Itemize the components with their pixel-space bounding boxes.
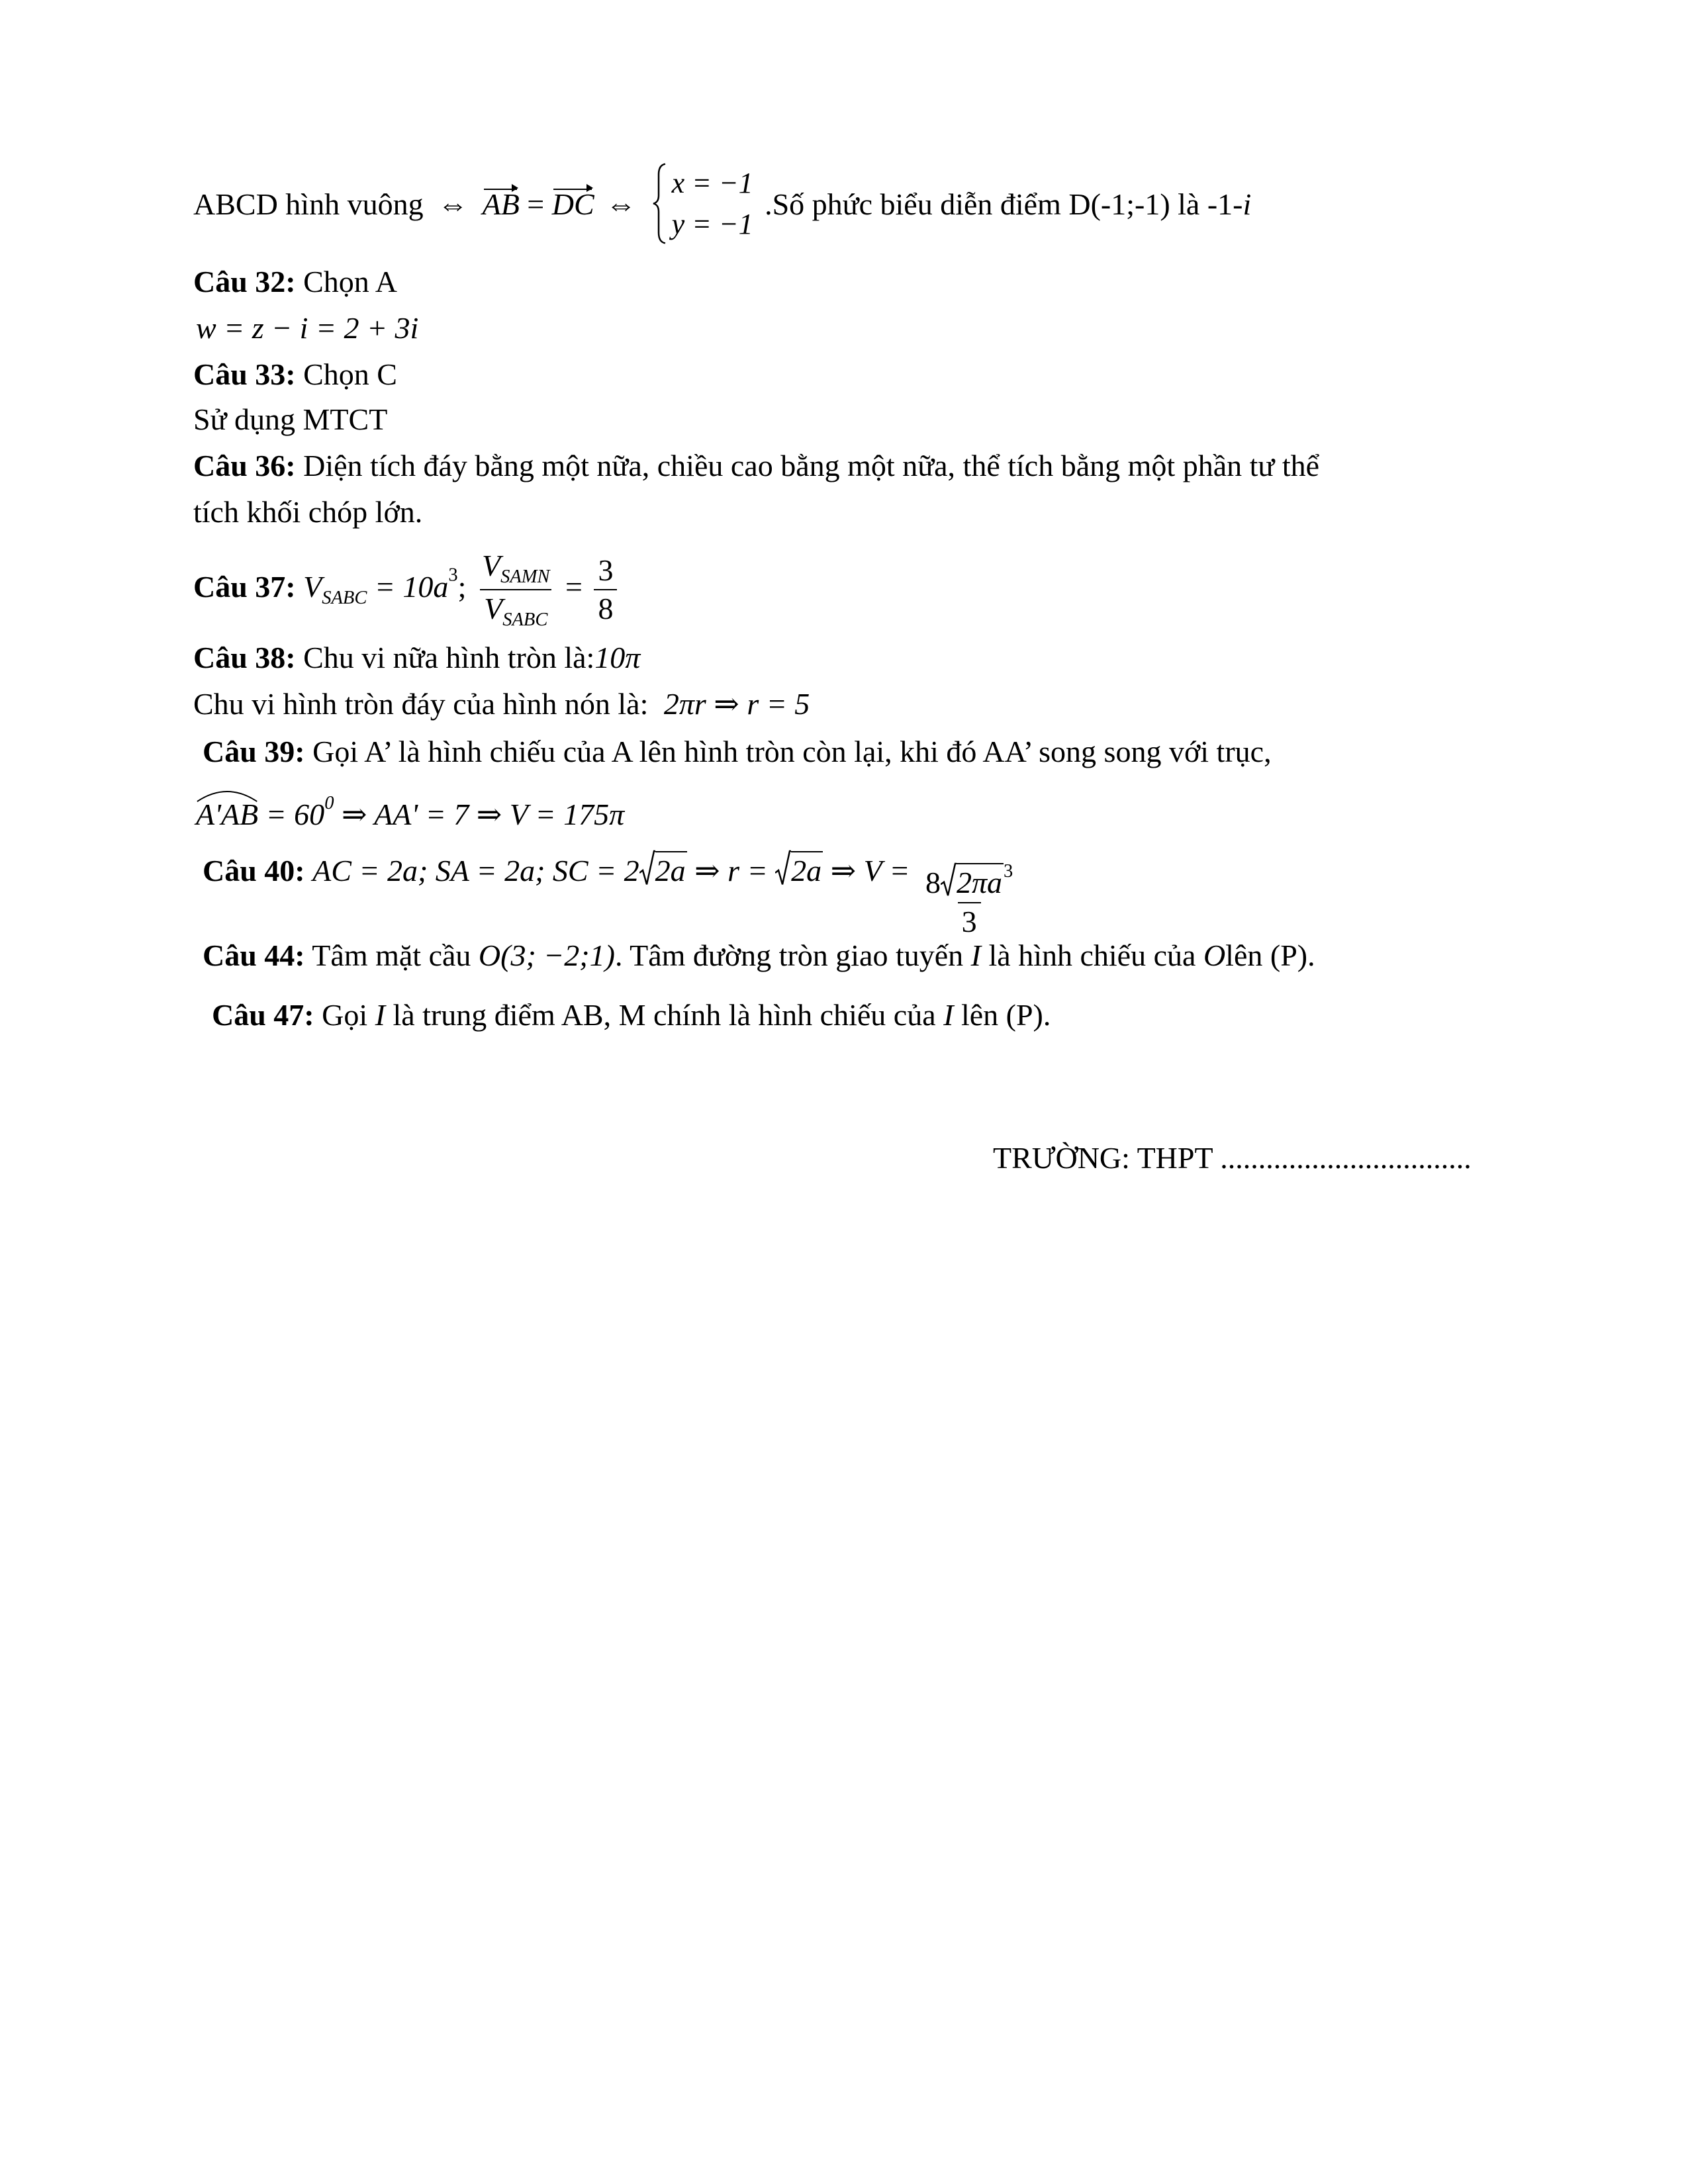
q38-label: Câu 38:: [193, 641, 296, 674]
q44-text4: lên (P).: [1225, 938, 1315, 972]
q40-part3: ⇒ V =: [830, 854, 910, 887]
q37-sub-sabc: SABC: [322, 587, 367, 608]
q39-formula: [196, 793, 624, 833]
imaginary-i: i: [1243, 187, 1252, 222]
q47-text2: là trung điểm AB, M chính là hình chiếu của: [393, 998, 936, 1032]
q38-text1: Chu vi nữa hình tròn là:: [303, 641, 595, 674]
q40-volume-fraction: [921, 861, 1017, 938]
line-abcd-square: [193, 167, 1251, 248]
q44-text3: là hình chiếu của: [988, 938, 1196, 972]
radical-icon: [639, 850, 655, 888]
q37-den-sub: SABC: [502, 610, 548, 631]
q37-den-v: V: [484, 592, 503, 626]
q44-text1: Tâm mặt cầu: [312, 938, 471, 972]
q36-text2: tích khối chóp lớn.: [193, 495, 423, 529]
q37-label: Câu 37:: [193, 569, 296, 604]
q39-arc: [196, 797, 258, 833]
radical-icon-3: [941, 862, 957, 899]
q40-den: 3: [958, 902, 981, 939]
q44-I: I: [970, 938, 981, 972]
line1-text-a: ABCD hình vuông: [193, 187, 424, 222]
q47-text3: lên (P).: [961, 998, 1051, 1032]
q38-line2: [193, 687, 810, 722]
arc-icon: [196, 787, 258, 803]
q37-num-v: V: [481, 549, 501, 582]
q37-volume-ratio: [478, 549, 554, 631]
q37-semi: ;: [457, 569, 467, 604]
question-32: [193, 265, 397, 300]
q37-frac-num: 3: [598, 553, 614, 587]
equation-system: [652, 163, 753, 244]
q39-label: Câu 39:: [203, 735, 305, 768]
q44-label: Câu 44:: [203, 938, 305, 972]
q40-num-pre: 8: [925, 866, 941, 899]
q40-num-rad: 2πa: [957, 863, 1004, 899]
q40-sqrt2: [775, 854, 823, 889]
equals-symbol: =: [527, 187, 545, 222]
vector-dc: DC: [551, 187, 594, 222]
school-footer: TRƯỜNG: THPT .................................: [993, 1141, 1472, 1175]
q40-rad2: 2a: [791, 851, 823, 887]
question-44: [203, 938, 1315, 974]
system-row-y: y = −1: [671, 207, 753, 240]
vector-ab: AB: [482, 187, 520, 222]
q47-I2: I: [943, 998, 954, 1032]
q39-deg: 0: [324, 793, 334, 813]
q39-rest2: ⇒ AA' = 7 ⇒ V = 175π: [341, 797, 625, 832]
q32-label: Câu 32:: [193, 265, 296, 298]
q44-center: O(3; −2;1): [478, 938, 615, 972]
q37-fraction: [594, 554, 617, 626]
q32-formula: w = z − i = 2 + 3i: [196, 311, 419, 345]
q47-text1: Gọi: [322, 998, 368, 1032]
q37-pow3: 3: [448, 565, 458, 586]
question-39: [203, 735, 1272, 770]
q38-val2: 2πr ⇒ r = 5: [663, 687, 810, 721]
line1-text-b: .Số phức biểu diễn điểm D(-1;-1) là -1-: [765, 187, 1243, 222]
iff-symbol-2: ⇔: [606, 187, 637, 222]
q38-text2: Chu vi hình tròn đáy của hình nón là:: [193, 687, 649, 721]
q47-label: Câu 47:: [212, 998, 314, 1032]
q44-text2: . Tâm đường tròn giao tuyến: [614, 938, 964, 972]
q36-label: Câu 36:: [193, 449, 296, 482]
q36-text1: Diện tích đáy bằng một nữa, chiều cao bằng một nữa, thể tích bằng một phần tư thể: [303, 449, 1320, 482]
q40-num-pow: 3: [1004, 860, 1013, 882]
q32-answer: Chọn A: [303, 265, 397, 298]
q40-part1: AC = 2a; SA = 2a; SC = 2: [312, 854, 639, 887]
q39-text1: Gọi A’ là hình chiếu của A lên hình tròn còn lại, khi đó AA’ song song với trục,: [312, 735, 1272, 768]
q38-val1: 10π: [594, 641, 641, 674]
q39-rest: = 60: [265, 797, 325, 832]
iff-symbol: ⇔: [438, 187, 469, 222]
q40-sqrt3: [941, 866, 1004, 900]
q37-num-sub: SAMN: [500, 566, 550, 587]
q33-label: Câu 33:: [193, 357, 296, 391]
q37-eq1: = 10a: [374, 569, 449, 604]
q40-rad1: 2a: [655, 851, 687, 887]
q40-label: Câu 40:: [203, 854, 305, 887]
q37-frac-den: 8: [594, 589, 617, 626]
q33-note: Sử dụng MTCT: [193, 402, 388, 436]
q47-I1: I: [375, 998, 385, 1032]
q37-v: V: [303, 569, 322, 604]
q40-part2: ⇒ r =: [694, 854, 768, 887]
q40-sqrt1: [639, 854, 687, 889]
q44-O: O: [1203, 938, 1226, 972]
radical-icon-2: [775, 850, 791, 888]
question-37: [193, 549, 621, 631]
q33-answer: Chọn C: [303, 357, 397, 391]
question-47: [212, 998, 1051, 1033]
question-40: [203, 854, 1021, 938]
question-33: [193, 357, 397, 392]
question-36: [193, 449, 1319, 484]
question-38: [193, 641, 640, 676]
q39-arc-text: A'AB: [196, 797, 259, 832]
brace-icon: [652, 163, 668, 244]
q37-eq2: =: [565, 569, 583, 604]
system-row-x: x = −1: [671, 167, 753, 199]
